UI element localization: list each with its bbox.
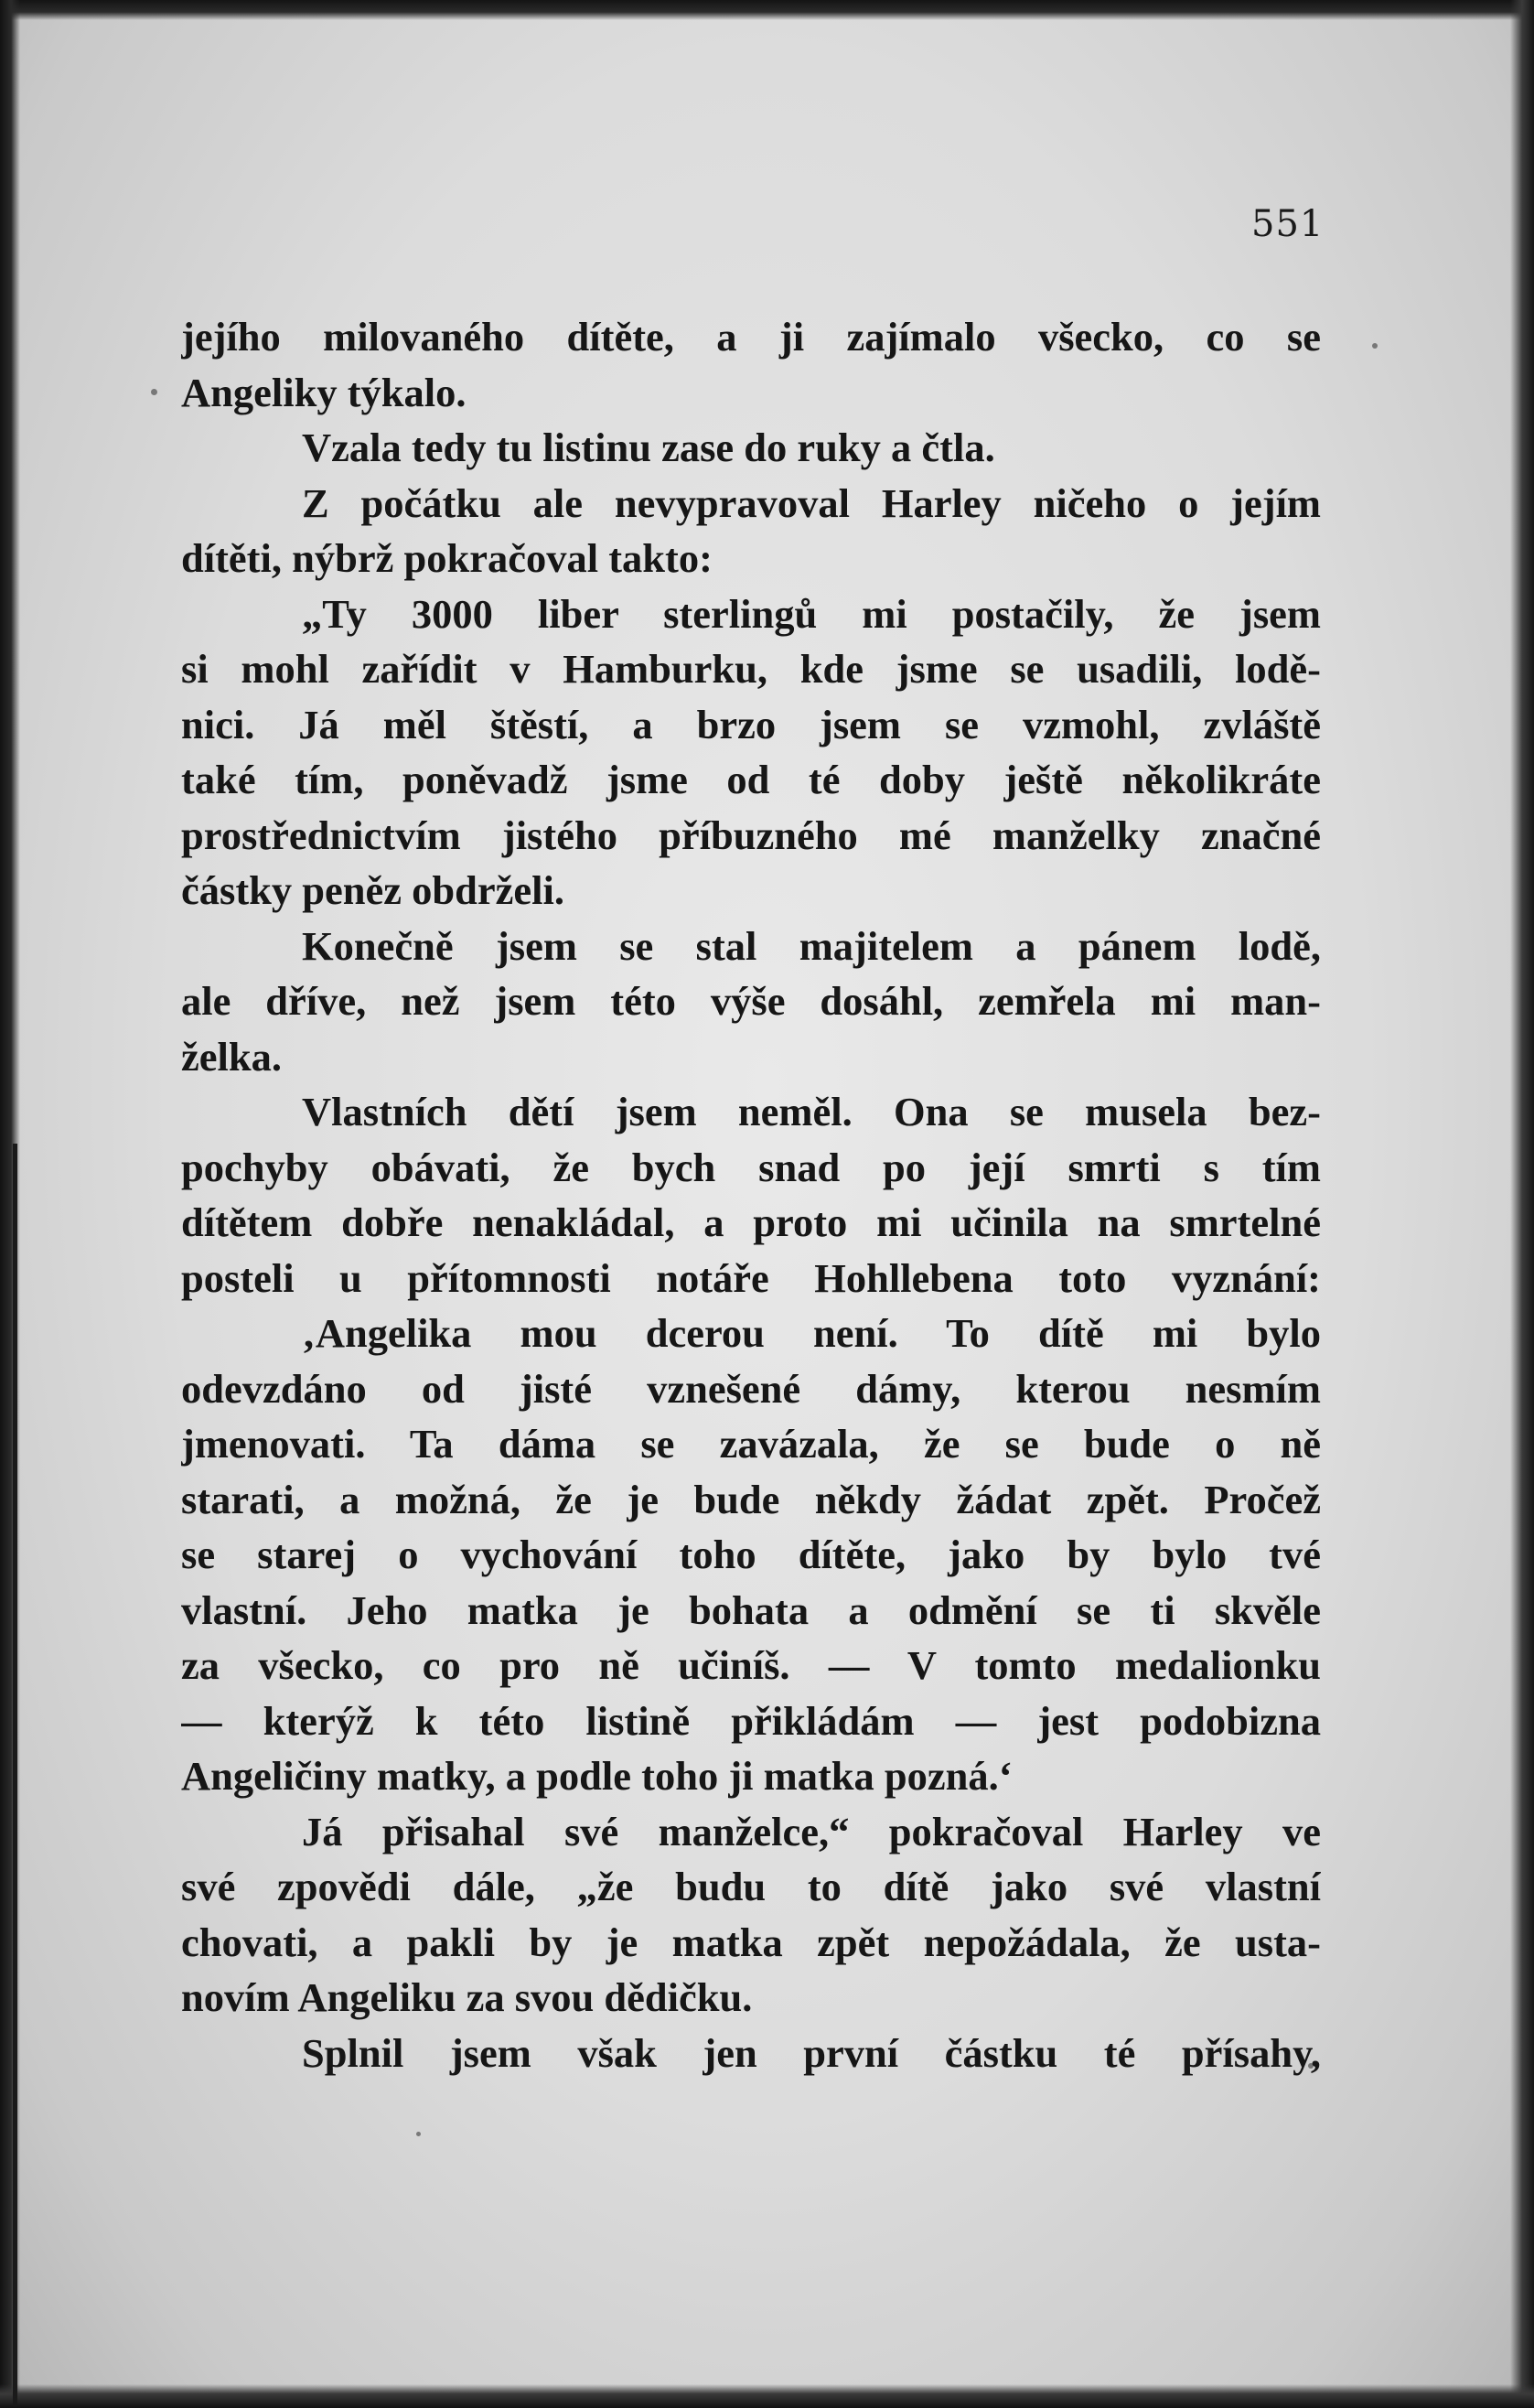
text-line: posteli u přítomnosti notáře Hohllebena toto vyznání: — [181, 1254, 1321, 1301]
text-line: své zpovědi dále, „že budu to dítě jako své vlastní — [181, 1864, 1321, 1909]
body-text — [181, 309, 1321, 2080]
text-line: vlastní. Jeho matka je bohata a odmění se ti skvěle — [181, 1586, 1321, 1633]
scan-speck — [1372, 343, 1378, 349]
text-line: jmenovati. Ta dáma se zavázala, že se bude o ně — [181, 1421, 1321, 1467]
text-line: Angeliky týkalo. — [181, 369, 467, 415]
text-line: „Ty 3000 liber sterlingů mi postačily, že jsem — [302, 590, 1321, 637]
binding-shadow — [13, 1144, 17, 2406]
scan-edge-right — [1510, 0, 1534, 2408]
scan-edge-top — [0, 0, 1534, 20]
scan-speck — [151, 389, 157, 395]
text-line: Splnil jsem však jen první částku té přísahy, — [302, 2029, 1321, 2076]
text-line: Já přisahal své manželce,“ pokračoval Harley ve — [302, 1808, 1321, 1854]
text-line: chovati, a pakli by je matka zpět nepožádala, že usta- — [181, 1919, 1321, 1965]
text-line: dítětem dobře nenakládal, a proto mi učinila na smrtelné — [181, 1199, 1321, 1245]
page-number: 551 — [1251, 203, 1325, 245]
text-line: částky peněz obdrželi. — [181, 867, 564, 913]
text-line: ‚Angelika mou dcerou není. To dítě mi bylo — [302, 1310, 1321, 1356]
scan-edge-bottom — [0, 2384, 1534, 2408]
text-line: novím Angeliku za svou dědičku. — [181, 1974, 753, 2020]
text-line: odevzdáno od jisté vznešené dámy, kterou nesmím — [181, 1365, 1321, 1412]
text-line: Angeličiny matky, a podle toho ji matka pozná.‘ — [181, 1753, 1013, 1799]
text-line: Vlastních dětí jsem neměl. Ona se musela bez- — [302, 1089, 1321, 1134]
text-line: pochyby obávati, že bych snad po její smrti s tím — [181, 1144, 1321, 1190]
scan-speck — [416, 2132, 421, 2136]
text-line: jejího milovaného dítěte, a ji zajímalo všecko, co se — [181, 314, 1321, 360]
text-line: prostřednictvím jistého příbuzného mé manželky značné — [181, 812, 1321, 858]
text-line: želka. — [181, 1033, 282, 1080]
text-line: — kterýž k této listině přikládám — jest podobizna — [181, 1697, 1321, 1744]
text-line: nici. Já měl štěstí, a brzo jsem se vzmohl, zvláště — [181, 701, 1321, 747]
text-line: za všecko, co pro ně učiníš. — V tomto medalionku — [181, 1642, 1321, 1688]
text-line: starati, a možná, že je bude někdy žádat zpět. Pročež — [181, 1476, 1321, 1522]
text-line: se starej o vychování toho dítěte, jako by bylo tvé — [181, 1532, 1321, 1577]
text-line: dítěti, nýbrž pokračoval takto: — [181, 535, 713, 581]
text-line: Konečně jsem se stal majitelem a pánem lodě, — [302, 922, 1321, 969]
text-line: ale dříve, než jsem této výše dosáhl, zemřela mi man- — [181, 978, 1321, 1024]
text-line: Z počátku ale nevypravoval Harley ničeho o jejím — [302, 479, 1321, 526]
text-line: si mohl zařídit v Hamburku, kde jsme se usadili, lodě- — [181, 646, 1321, 692]
text-line: Vzala tedy tu listinu zase do ruky a čtla. — [302, 425, 995, 470]
text-line: také tím, poněvadž jsme od té doby ještě několikráte — [181, 757, 1321, 802]
